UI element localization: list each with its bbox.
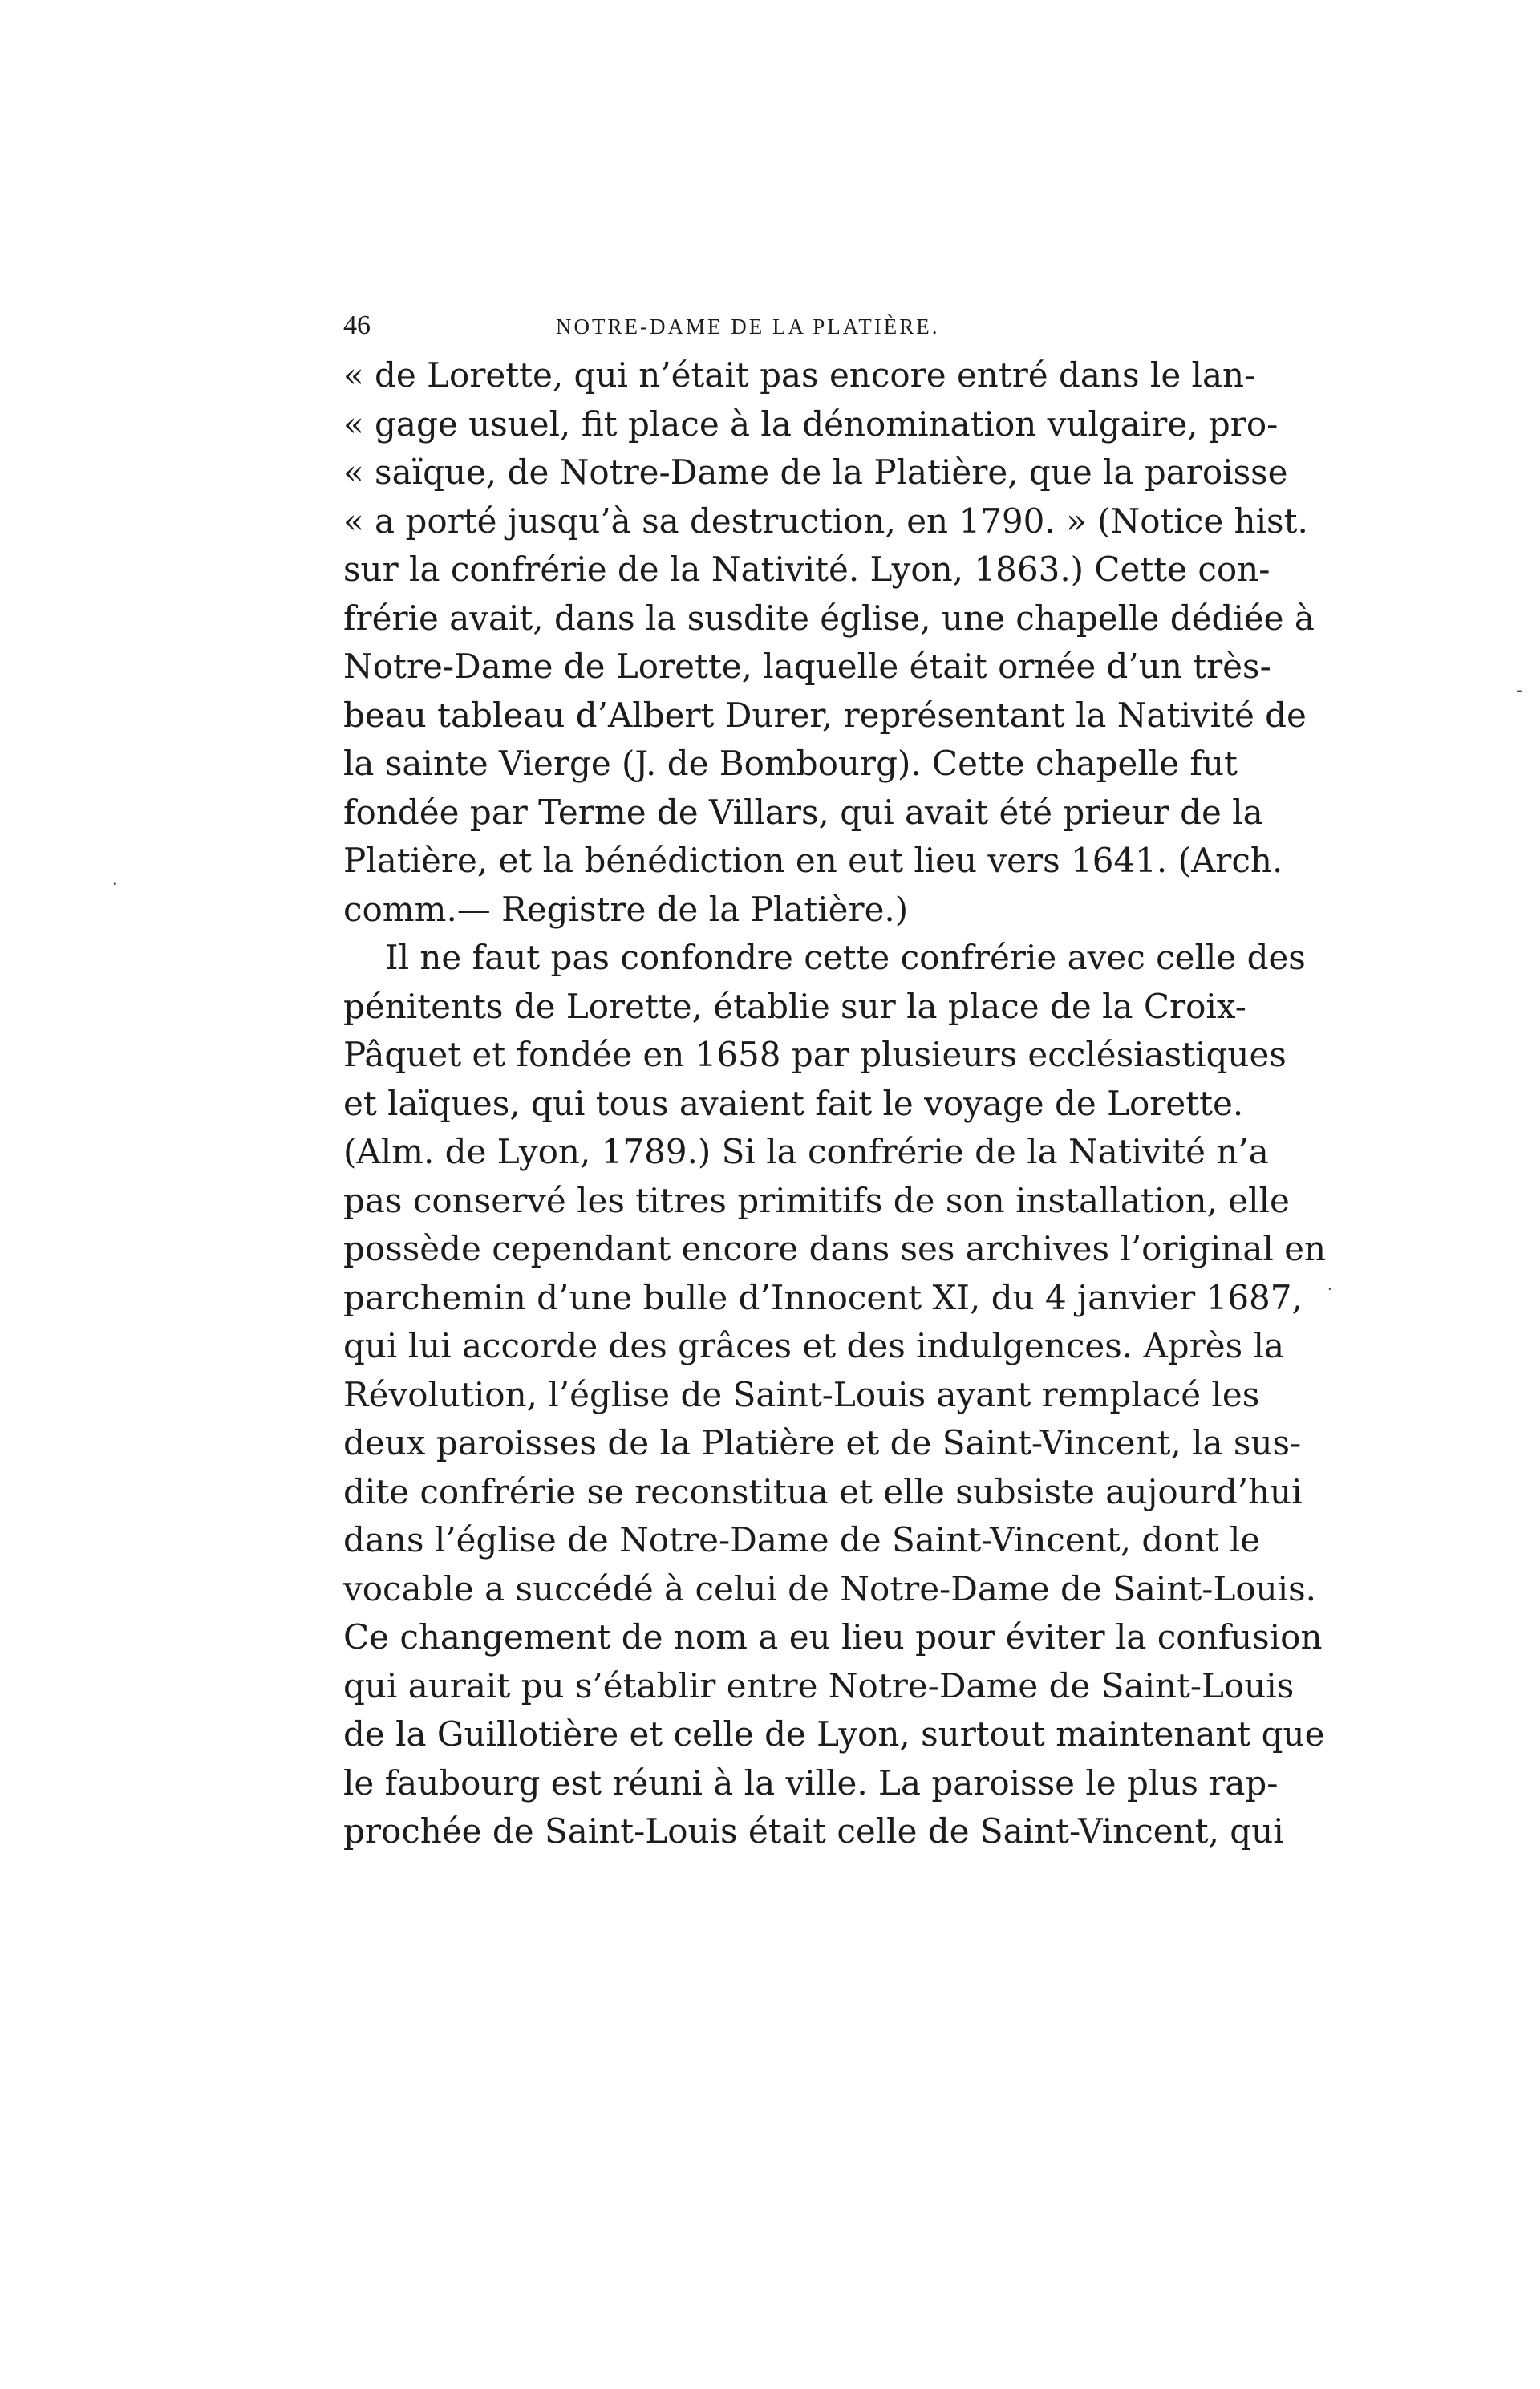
text-line: dite confrérie se reconstitua et elle subsiste aujourd’hui (343, 1471, 1303, 1511)
margin-speck: . (1327, 1272, 1333, 1295)
page-number: 46 (343, 310, 371, 340)
text-line: qui lui accorde des grâces et des indulgences. Après la (343, 1326, 1284, 1365)
text-line: la sainte Vierge (J. de Bombourg). Cette chapelle fut (343, 744, 1238, 783)
text-line: Pâquet et fondée en 1658 par plusieurs ecclésiastiques (343, 1035, 1287, 1074)
text-line: Ce changement de nom a eu lieu pour éviter la confusion (343, 1617, 1323, 1657)
text-line: (Alm. de Lyon, 1789.) Si la confrérie de la Nativité n’a (343, 1132, 1269, 1171)
text-line: vocable a succédé à celui de Notre-Dame de Saint-Louis. (343, 1568, 1317, 1608)
body-text (343, 351, 1327, 1856)
text-line: Révolution, l’église de Saint-Louis ayant remplacé les (343, 1374, 1260, 1414)
text-line: frérie avait, dans la susdite église, une chapelle dédiée à (343, 598, 1315, 638)
text-line: « saïque, de Notre-Dame de la Platière, que la paroisse (343, 452, 1288, 492)
text-line: Platière, et la bénédiction en eut lieu vers 1641. (Arch. (343, 841, 1283, 880)
running-title: NOTRE-DAME DE LA PLATIÈRE. (556, 314, 940, 339)
text-line: sur la confrérie de la Nativité. Lyon, 1863.) Cette con- (343, 550, 1270, 589)
text-line: « de Lorette, qui n’était pas encore entré dans le lan- (343, 355, 1256, 395)
text-line: prochée de Saint-Louis était celle de Saint-Vincent, qui (343, 1811, 1284, 1851)
text-line: pénitents de Lorette, établie sur la place de la Croix- (343, 986, 1246, 1026)
text-line: fondée par Terme de Villars, qui avait été prieur de la (343, 792, 1263, 832)
text-line: et laïques, qui tous avaient fait le voyage de Lorette. (343, 1083, 1244, 1123)
text-line: possède cependant encore dans ses archives l’original en (343, 1229, 1327, 1268)
text-line: « gage usuel, fit place à la dénomination vulgaire, pro- (343, 404, 1279, 444)
text-line: parchemin d’une bulle d’Innocent XI, du 4 janvier 1687, (343, 1277, 1303, 1317)
text-line: dans l’église de Notre-Dame de Saint-Vincent, dont le (343, 1520, 1261, 1560)
text-line: de la Guillotière et celle de Lyon, surtout maintenant que (343, 1714, 1325, 1754)
text-line: le faubourg est réuni à la ville. La paroisse le plus rap- (343, 1762, 1279, 1803)
text-line: qui aurait pu s’établir entre Notre-Dame de Saint-Louis (343, 1665, 1295, 1706)
text-line: deux paroisses de la Platière et de Saint-Vincent, la sus- (343, 1423, 1302, 1462)
text-line: Notre-Dame de Lorette, laquelle était ornée d’un très- (343, 647, 1271, 686)
text-line: beau tableau d’Albert Durer, représentant la Nativité de (343, 695, 1307, 735)
margin-speck: - (1516, 678, 1523, 701)
text-line: pas conservé les titres primitifs de son installation, elle (343, 1180, 1290, 1220)
text-line: Il ne faut pas confondre cette confrérie avec celle des (385, 938, 1306, 977)
running-head (343, 310, 1198, 342)
text-line: comm.— Registre de la Platière.) (343, 889, 909, 929)
margin-speck: . (112, 866, 118, 890)
text-line: « a porté jusqu’à sa destruction, en 1790. » (Notice hist. (343, 501, 1308, 541)
